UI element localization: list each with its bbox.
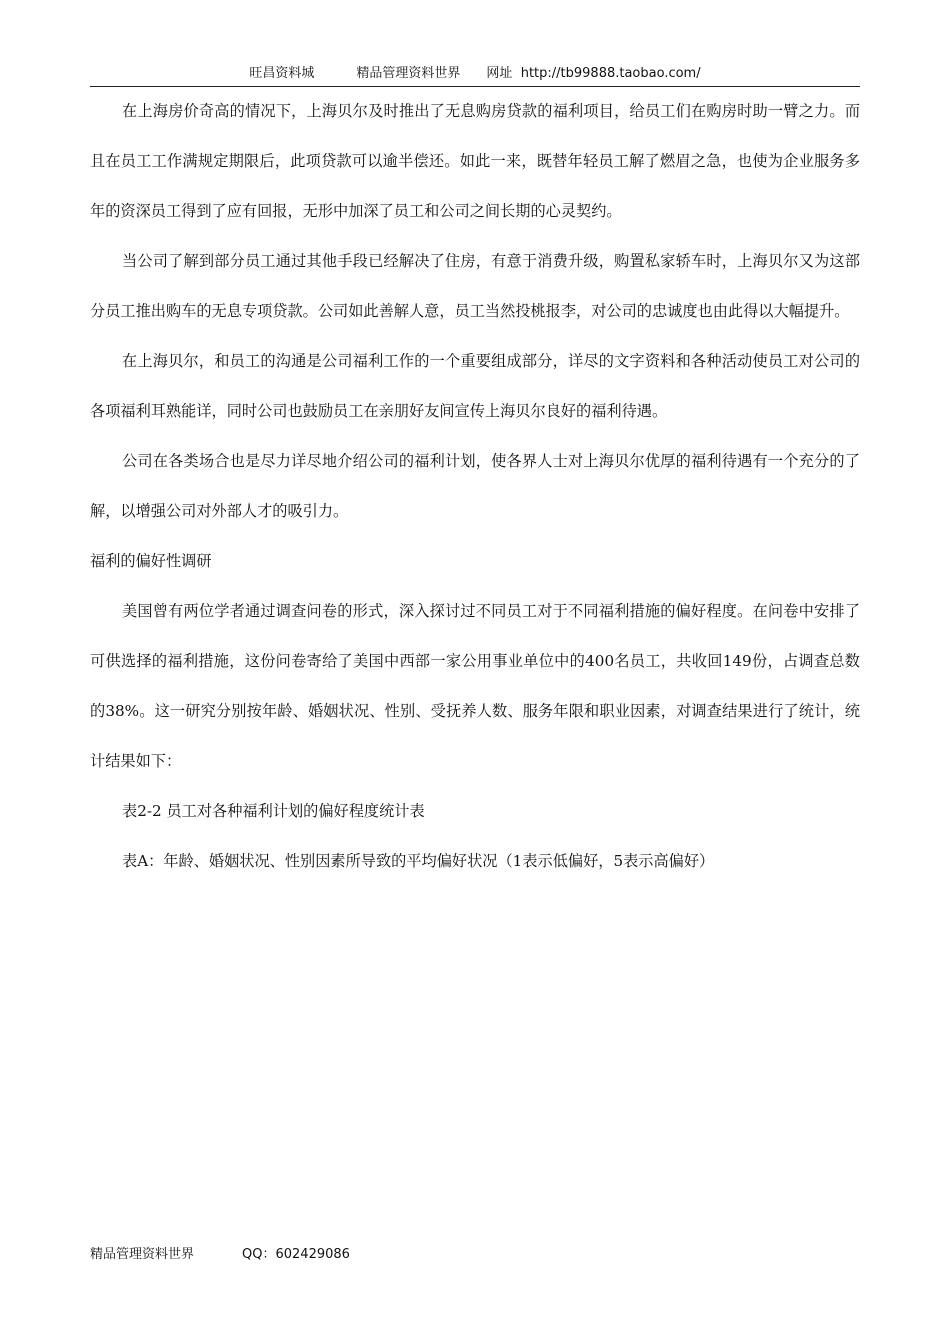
footer-brand: 精品管理资料世界 [90,1247,195,1262]
paragraph-external-promotion: 公司在各类场合也是尽力详尽地介绍公司的福利计划，使各界人士对上海贝尔优厚的福利待遇有一个充分的了解，以增强公司对外部人才的吸引力。 [90,452,860,520]
paragraph-communication: 在上海贝尔，和员工的沟通是公司福利工作的一个重要组成部分，详尽的文字资料和各种活动使员工对公司的各项福利耳熟能详，同时公司也鼓励员工在亲朋好友间宣传上海贝尔良好的福利待遇。 [90,352,860,420]
table-caption: 表2-2 员工对各种福利计划的偏好程度统计表 [122,802,425,820]
header-shop-name: 旺昌资料城 [249,66,315,81]
paragraph-housing-loan: 在上海房价奇高的情况下，上海贝尔及时推出了无息购房贷款的福利项目，给员工们在购房时助一臂之力。而且在员工工作满规定期限后，此项贷款可以逾半偿还。如此一来，既替年轻员工解了燃眉之急，也使为企业服务多年的资深员工得到了应有回报，无形中加深了员工和公司之间长期的心灵契约。 [90,102,860,220]
section-heading: 福利的偏好性调研 [90,552,212,570]
footer-qq: QQ：602429086 [242,1247,350,1262]
paragraph-survey: 美国曾有两位学者通过调查问卷的形式，深入探讨过不同员工对于不同福利措施的偏好程度。在问卷中安排了可供选择的福利措施，这份问卷寄给了美国中西部一家公用事业单位中的400名员工，共收回149份，占调查总数的38%。这一研究分别按年龄、婚姻状况、性别、受抚养人数、服务年限和职业因素，对调查结果进行了统计，统计结果如下： [90,602,860,770]
page-header [90,60,860,87]
document-body [90,86,860,886]
header-url-link[interactable]: http://tb99888.taobao.com/ [520,66,701,81]
page-footer [90,1244,350,1266]
header-url-label: 网址 [486,66,513,81]
paragraph-car-loan: 当公司了解到部分员工通过其他手段已经解决了住房，有意于消费升级，购置私家轿车时，上海贝尔又为这部分员工推出购车的无息专项贷款。公司如此善解人意，员工当然投桃报李，对公司的忠诚度也由此得以大幅提升。 [90,252,860,320]
header-world-name: 精品管理资料世界 [356,66,461,81]
table-a-caption: 表A：年龄、婚姻状况、性别因素所导致的平均偏好状况（1表示低偏好，5表示高偏好） [122,852,715,870]
